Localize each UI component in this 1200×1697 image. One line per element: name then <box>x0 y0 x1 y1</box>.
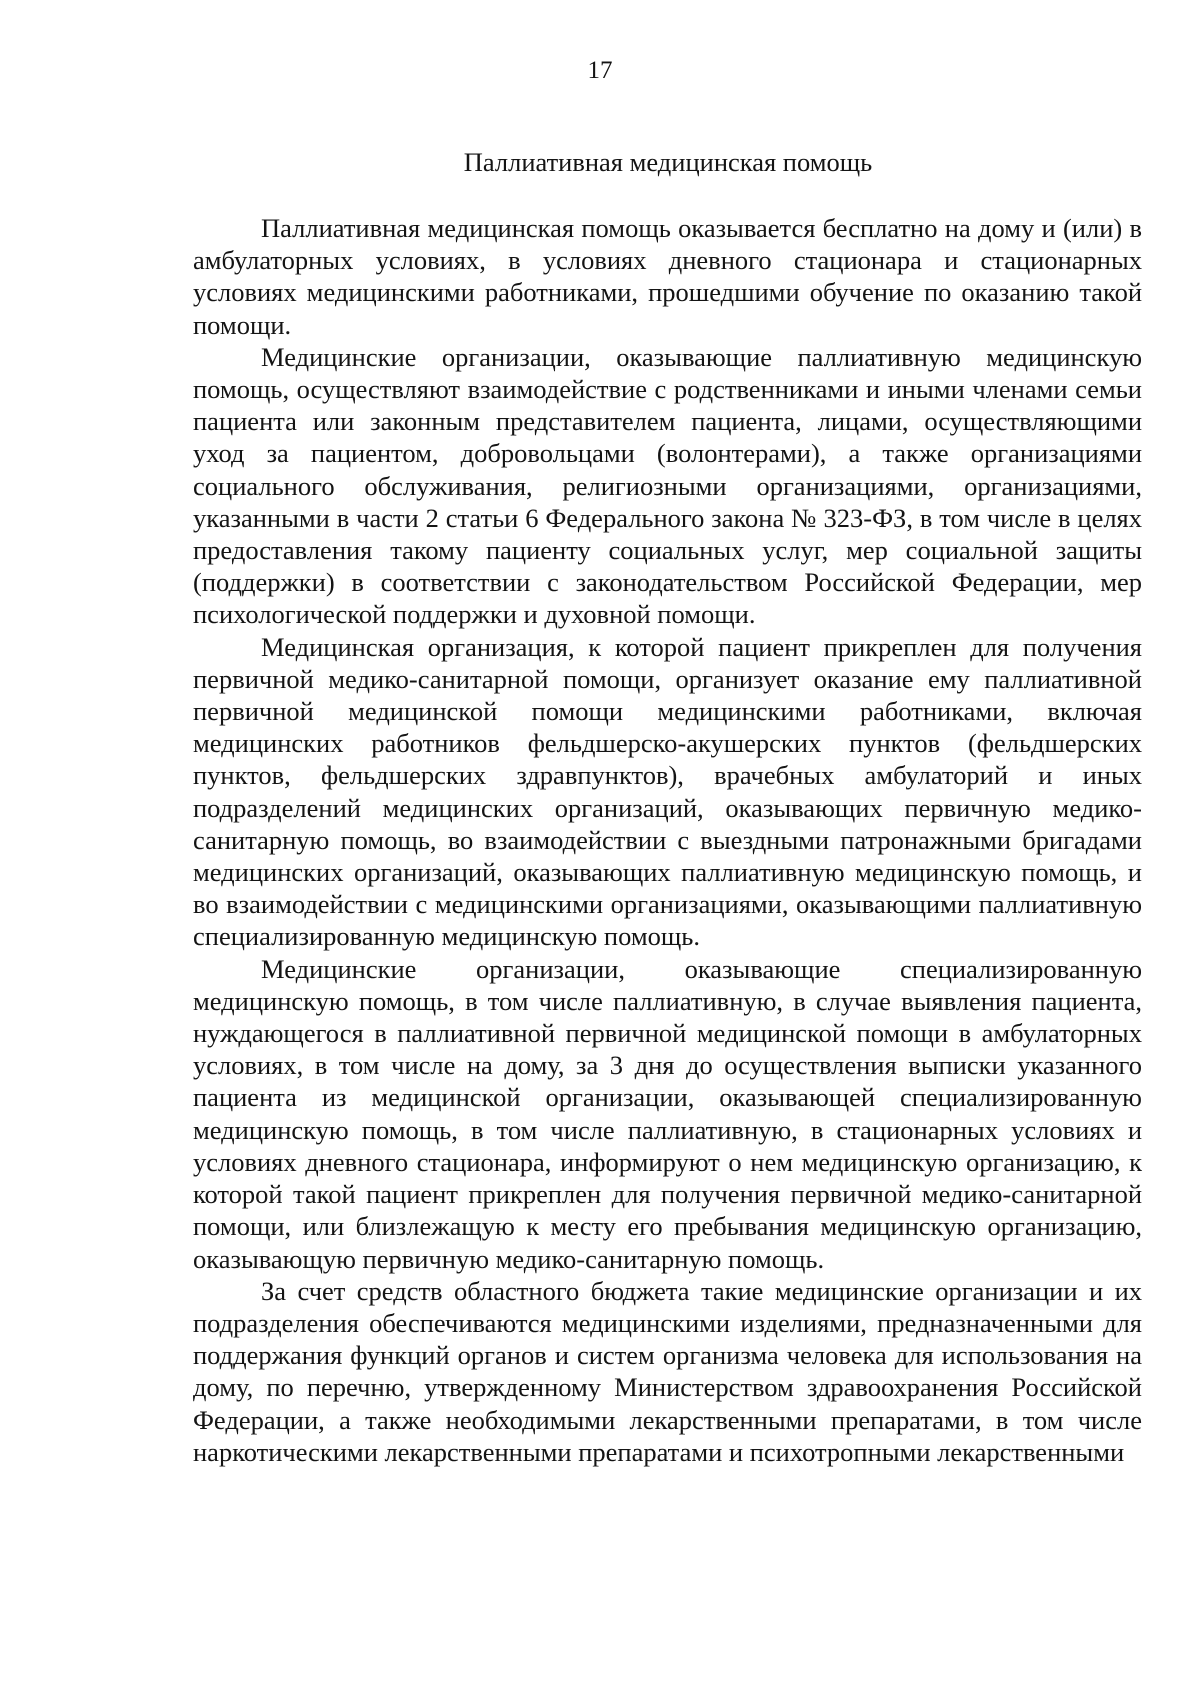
page-number: 17 <box>587 57 613 84</box>
paragraph: Паллиативная медицинская помощь оказывается бесплатно на дому и (или) в амбулаторных условиях, в условиях дневного стационара и стационарных условиях медицинскими работниками, прошедшими обучение по оказанию такой помощи. <box>193 213 1142 340</box>
paragraph: За счет средств областного бюджета такие медицинские организации и их подразделения обеспечиваются медицинскими изделиями, предназначенными для поддержания функций органов и систем организма человека для использования на дому, по перечню, утвержденному Министерством здравоохранения Российской Федерации, а также необходимыми лекарственными препаратами, в том числе наркотическими лекарственными препаратами и психотропными лекарственными <box>193 1275 1142 1467</box>
body-text <box>193 212 1142 1468</box>
section-title: Паллиативная медицинская помощь <box>463 147 873 177</box>
paragraph: Медицинская организация, к которой пациент прикреплен для получения первичной медико-санитарной помощи, организует оказание ему паллиативной первичной медицинской помощи медицинскими работниками, включая медицинских работников фельдшерско-акушерских пунктов (фельдшерских пунктов, фельдшерских здравпунктов), врачебных амбулаторий и иных подразделений медицинских организаций, оказывающих первичную медико-санитарную помощь, во взаимодействии с выездными патронажными бригадами медицинских организаций, оказывающих паллиативную медицинскую помощь, и во взаимодействии с медицинскими организациями, оказывающими паллиативную специализированную медицинскую помощь. <box>193 631 1142 952</box>
paragraph: Медицинские организации, оказывающие паллиативную медицинскую помощь, осуществляют взаимодействие с родственниками и иными членами семьи пациента или законным представителем пациента, лицами, осуществляющими уход за пациентом, добровольцами (волонтерами), а также организациями социального обслуживания, религиозными организациями, организациями, указанными в части 2 статьи 6 Федерального закона № 323-ФЗ, в том числе в целях предоставления такому пациенту социальных услуг, мер социальной защиты (поддержки) в соответствии с законодательством Российской Федерации, мер психологической поддержки и духовной помощи. <box>193 341 1142 630</box>
paragraph: Медицинские организации, оказывающие специализированную медицинскую помощь, в том числе паллиативную, в случае выявления пациента, нуждающегося в паллиативной первичной медицинской помощи в амбулаторных условиях, в том числе на дому, за 3 дня до осуществления выписки указанного пациента из медицинской организации, оказывающей специализированную медицинскую помощь, в том числе паллиативную, в стационарных условиях и условиях дневного стационара, информируют о нем медицинскую организацию, к которой такой пациент прикреплен для получения первичной медико-санитарной помощи, или близлежащую к месту его пребывания медицинскую организацию, оказывающую первичную медико-санитарную помощь. <box>193 953 1142 1274</box>
